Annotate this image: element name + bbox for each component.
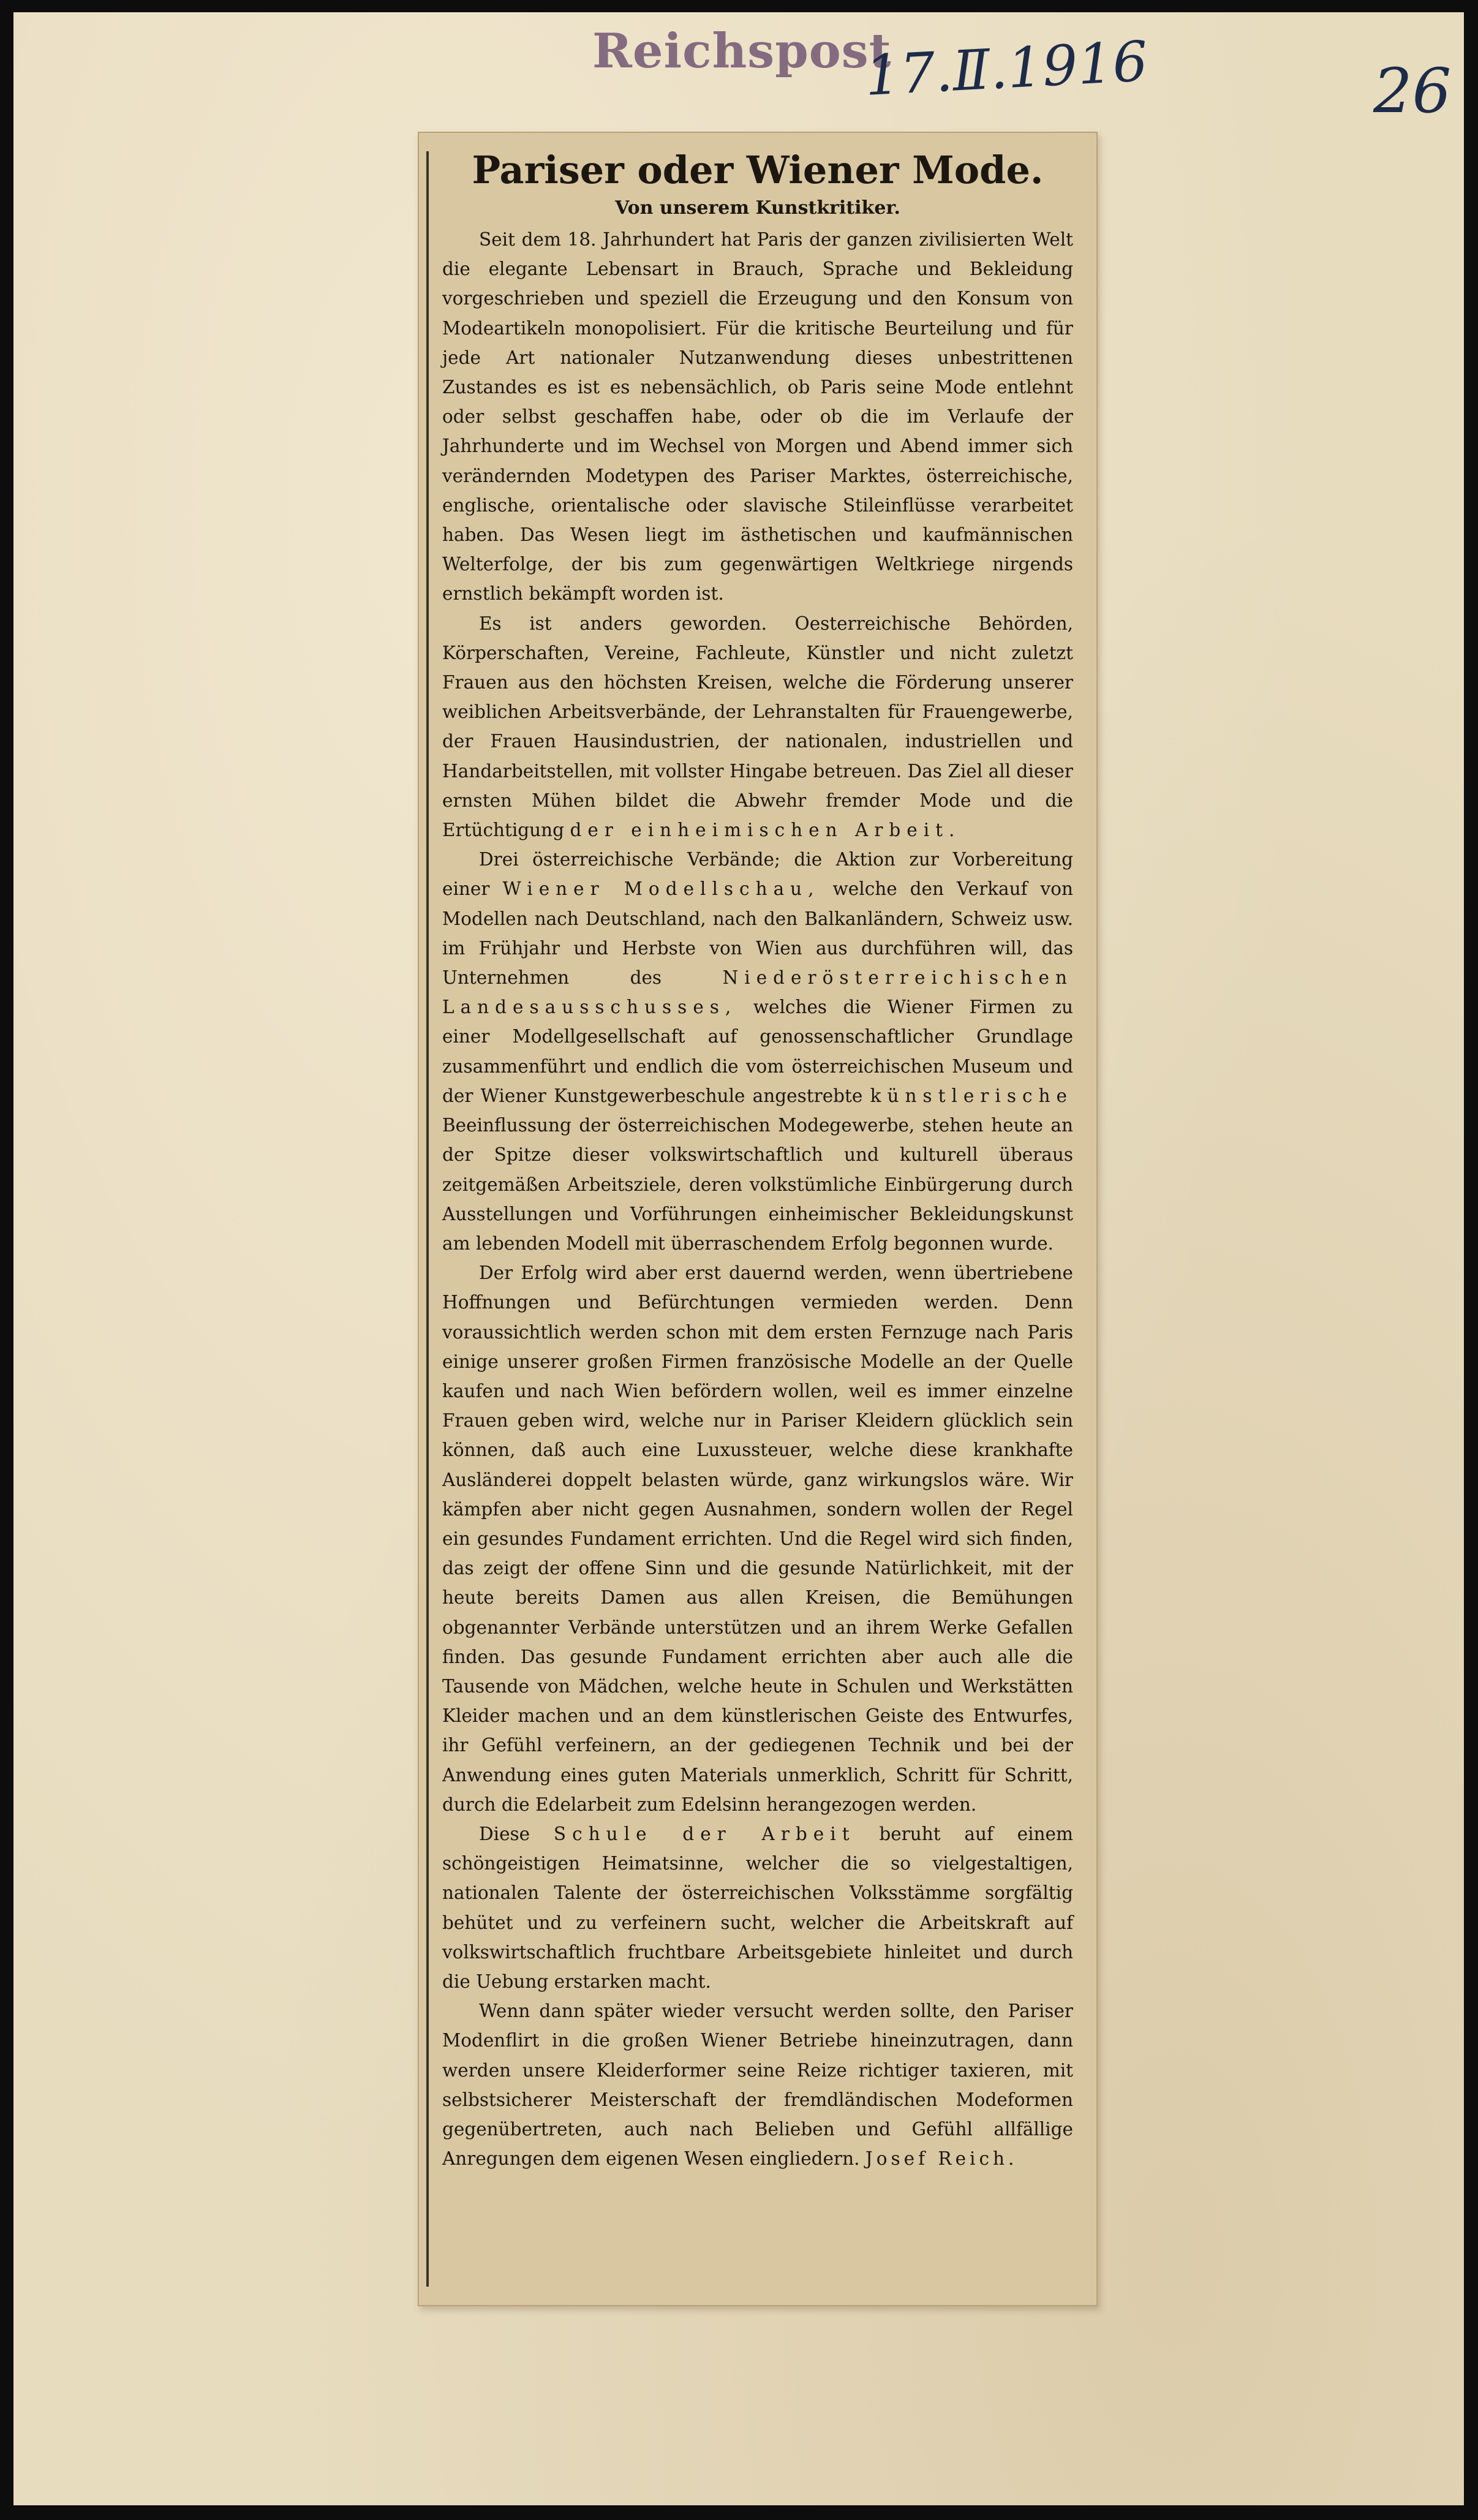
paragraph-3-text-c: welche den Verkauf von Modellen nach Deutschland, nach den Balkanländern, Schweiz usw. im Frühjahr und Herbste von Wien aus durchführen will, das Unternehmen des bbox=[442, 878, 1073, 989]
article-body bbox=[442, 225, 1073, 2173]
spaced-emphasis: Niederösterreichischen Landesausschusses, bbox=[442, 967, 1073, 1018]
handwritten-date: 17.Ⅱ.1916 bbox=[863, 29, 1150, 109]
paragraph-3 bbox=[442, 845, 1073, 1258]
paragraph-5-text-c: beruht auf einem schöngeistigen Heimatsinne, welcher die so vielgestaltigen, nationalen Talente der österreichischen Volksstämme sorgfältig behütet und zu verfeinern sucht, welcher die Arbeitskraft auf volkswirtschaftlich fruchtbare Arbeitsgebiete hinleitet und durch die Uebung erstarken macht. bbox=[442, 1823, 1073, 1992]
paragraph-2 bbox=[442, 609, 1073, 845]
spaced-emphasis: der einheimischen Arbeit. bbox=[570, 820, 961, 841]
paragraph-5-text-a: Diese bbox=[479, 1823, 530, 1844]
paragraph-3-text-e: welches die Wiener Firmen zu einer Modellgesellschaft auf genossenschaftlicher Grundlage zusammenführt und endlich die vom österreichischen Museum und der Wiener Kunstgewerbeschule angestrebte bbox=[442, 997, 1073, 1106]
paragraph-3-text-a: Drei österreichische Verbände; die Aktion zur Vorbereitung einer bbox=[442, 849, 1073, 900]
page-number: 26 bbox=[1373, 55, 1452, 127]
paragraph-3-text-g: Beeinflussung der österreichischen Modegewerbe, stehen heute an der Spitze dieser volkswirtschaftlich und kulturell überaus zeitgemäßen Arbeitsziele, deren volkstümliche Einbürgerung durch Ausstellungen und Vorführungen einheimischer Bekleidungskunst am lebenden Modell mit überraschendem Erfolg begonnen wurde. bbox=[442, 1115, 1073, 1254]
paragraph-5 bbox=[442, 1819, 1073, 1996]
paragraph-1: Seit dem 18. Jahrhundert hat Paris der ganzen zivilisierten Welt die elegante Lebensart in Brauch, Sprache und Bekleidung vorgeschrieben und speziell die Erzeugung und den Konsum von Modeartikeln monopolisiert. Für die kritische Beurteilung und für jede Art nationaler Nutzanwendung dieses unbestrittenen Zustandes es ist es nebensächlich, ob Paris seine Mode entlehnt oder selbst geschaffen habe, oder ob die im Verlaufe der Jahrhunderte und im Wechsel von Morgen und Abend immer sich verändernden Modetypen des Pariser Marktes, österreichische, englische, orientalische oder slavische Stileinflüsse verarbeitet haben. Das Wesen liegt im ästhetischen und kaufmännischen Welterfolge, der bis zum gegenwärtigen Weltkriege nirgends ernstlich bekämpft worden ist. bbox=[442, 229, 1073, 605]
spaced-emphasis: Wiener Modellschau, bbox=[502, 878, 820, 900]
paragraph-4: Der Erfolg wird aber erst dauernd werden, wenn übertriebene Hoffnungen und Befürchtungen vermieden werden. Denn voraussichtlich werden schon mit dem ersten Fernzuge nach Paris einige unserer großen Firmen französische Modelle an der Quelle kaufen und nach Wien befördern wollen, weil es immer einzelne Frauen geben wird, welche nur in Pariser Kleidern glücklich sein können, daß auch eine Luxussteuer, welche diese krankhafte Ausländerei doppelt belasten würde, ganz wirkungslos wäre. Wir kämpfen aber nicht gegen Ausnahmen, sondern wollen der Regel ein gesundes Fundament errichten. Und die Regel wird sich finden, das zeigt der offene Sinn und die gesunde Natürlichkeit, mit der heute bereits Damen aus allen Kreisen, die Bemühungen obgenannter Verbände unterstützen und an ihrem Werke Gefallen finden. Das gesunde Fundament errichten aber auch alle die Tausende von Mädchen, welche heute in Schulen und Werkstätten Kleider machen und an dem künstlerischen Geiste des Entwurfes, ihr Gefühl verfeinern, an der gediegenen Technik und bei der Anwendung eines guten Materials unmerklich, Schritt für Schritt, durch die Edelarbeit zum Edelsinn herangezogen werden. bbox=[442, 1262, 1073, 1815]
spaced-emphasis: künstlerische bbox=[870, 1085, 1073, 1106]
spaced-emphasis: Schule der Arbeit bbox=[553, 1823, 856, 1844]
paragraph-2-text: Es ist anders geworden. Oesterreichische Behörden, Körperschaften, Vereine, Fachleute, Künstler und nicht zuletzt Frauen aus den höchsten Kreisen, welche die Förderung unserer weiblichen Arbeitsverbände, der Lehranstalten für Frauengewerbe, der Frauen Hausindustrien, der nationalen, industriellen und Handarbeitstellen, mit vollster Hingabe betreuen. Das Ziel all dieser ernsten Mühen bildet die Abwehr fremder Mode und die Ertüchtigung bbox=[442, 613, 1073, 841]
article-author: Josef Reich. bbox=[865, 2148, 1018, 2170]
newspaper-stamp: Reichspost bbox=[592, 23, 892, 79]
article-headline: Pariser oder Wiener Mode. bbox=[472, 148, 1044, 192]
paragraph-6 bbox=[442, 1996, 1073, 2173]
newspaper-clipping bbox=[418, 132, 1098, 2306]
article-byline: Von unserem Kunstkritiker. bbox=[615, 197, 900, 219]
archive-sheet bbox=[13, 12, 1464, 2505]
paragraph-6-text: Wenn dann später wieder versucht werden sollte, den Pariser Modenflirt in die großen Wiener Betriebe hineinzutragen, dann werden unsere Kleiderformer seine Reize richtiger taxieren, mit selbstsicherer Meisterschaft der fremdländischen Modeformen gegenübertreten, auch nach Belieben und Gefühl allfällige Anregungen dem eigenen Wesen eingliedern. bbox=[442, 2001, 1073, 2170]
